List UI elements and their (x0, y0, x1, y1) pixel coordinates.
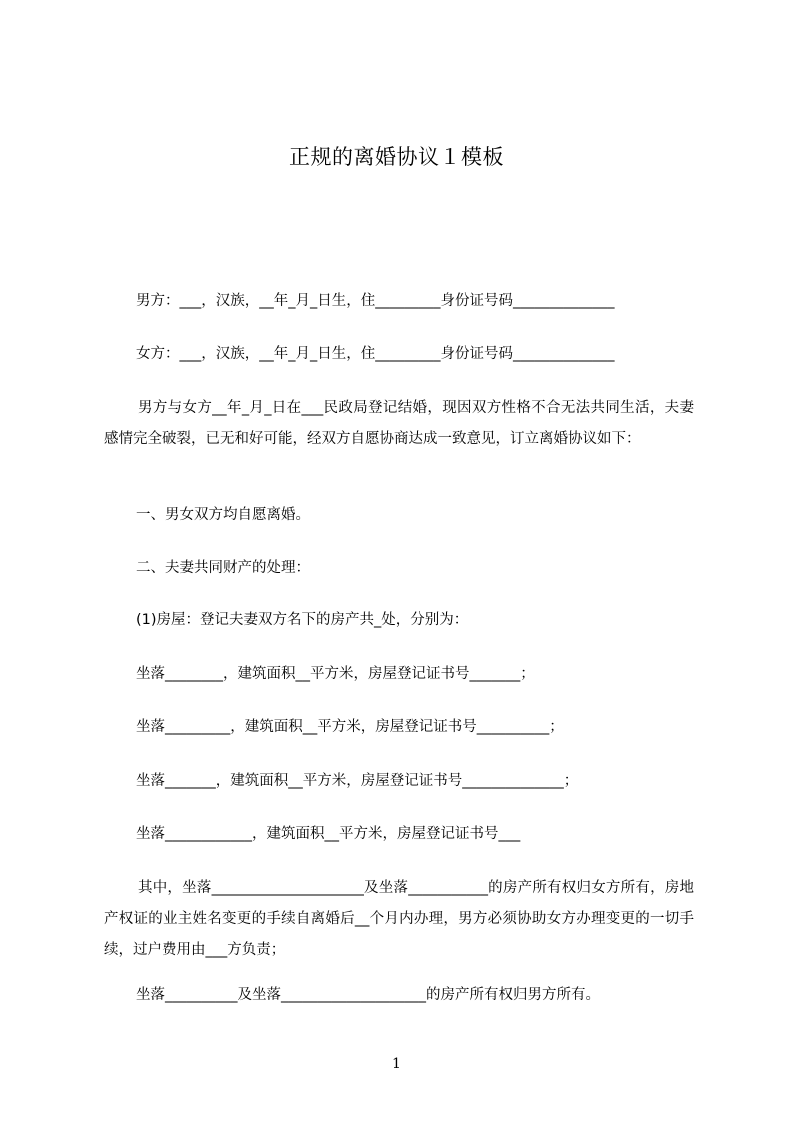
house-location-1: 坐落________，建筑面积__平方米，房屋登记证书号_______； (136, 666, 535, 682)
house-location-3: 坐落_______，建筑面积__平方米，房屋登记证书号______________； (136, 773, 579, 789)
intro-paragraph: 男方与女方__年_月_日在___民政局登记结婚，现因双方性格不合无法共同生活，夫妻感情完全破裂，已无和好可能，经双方自愿协商达成一致意见，订立离婚协议如下： (104, 400, 694, 447)
page-number: 1 (392, 1056, 401, 1072)
document-title: 正规的离婚协议１模板 (289, 145, 504, 169)
house-item: (1)房屋：登记夫妻双方名下的房产共_处，分别为： (136, 612, 469, 628)
house-location-4: 坐落____________，建筑面积__平方米，房屋登记证书号___ (136, 826, 521, 842)
clause-1: 一、男女双方均自愿离婚。 (136, 507, 310, 523)
house-location-2: 坐落_________，建筑面积__平方米，房屋登记证书号__________； (136, 719, 564, 735)
male-ownership-line: 坐落__________及坐落____________________的房产所有权归男方所有。 (136, 987, 600, 1003)
clause-2: 二、夫妻共同财产的处理： (136, 560, 310, 576)
female-ownership-paragraph: 其中，坐落_____________________及坐落___________的房产所有权归女方所有，房地产权证的业主姓名变更的手续自离婚后__个月内办理，男方必须协助女方办理变更的一切手续，过户费用由___方负责； (104, 880, 694, 958)
male-party-line: 男方：___，汉族，__年_月_日生，住_________身份证号码______________ (136, 293, 615, 309)
female-party-line: 女方：___，汉族，__年_月_日生，住_________身份证号码______________ (136, 346, 615, 362)
